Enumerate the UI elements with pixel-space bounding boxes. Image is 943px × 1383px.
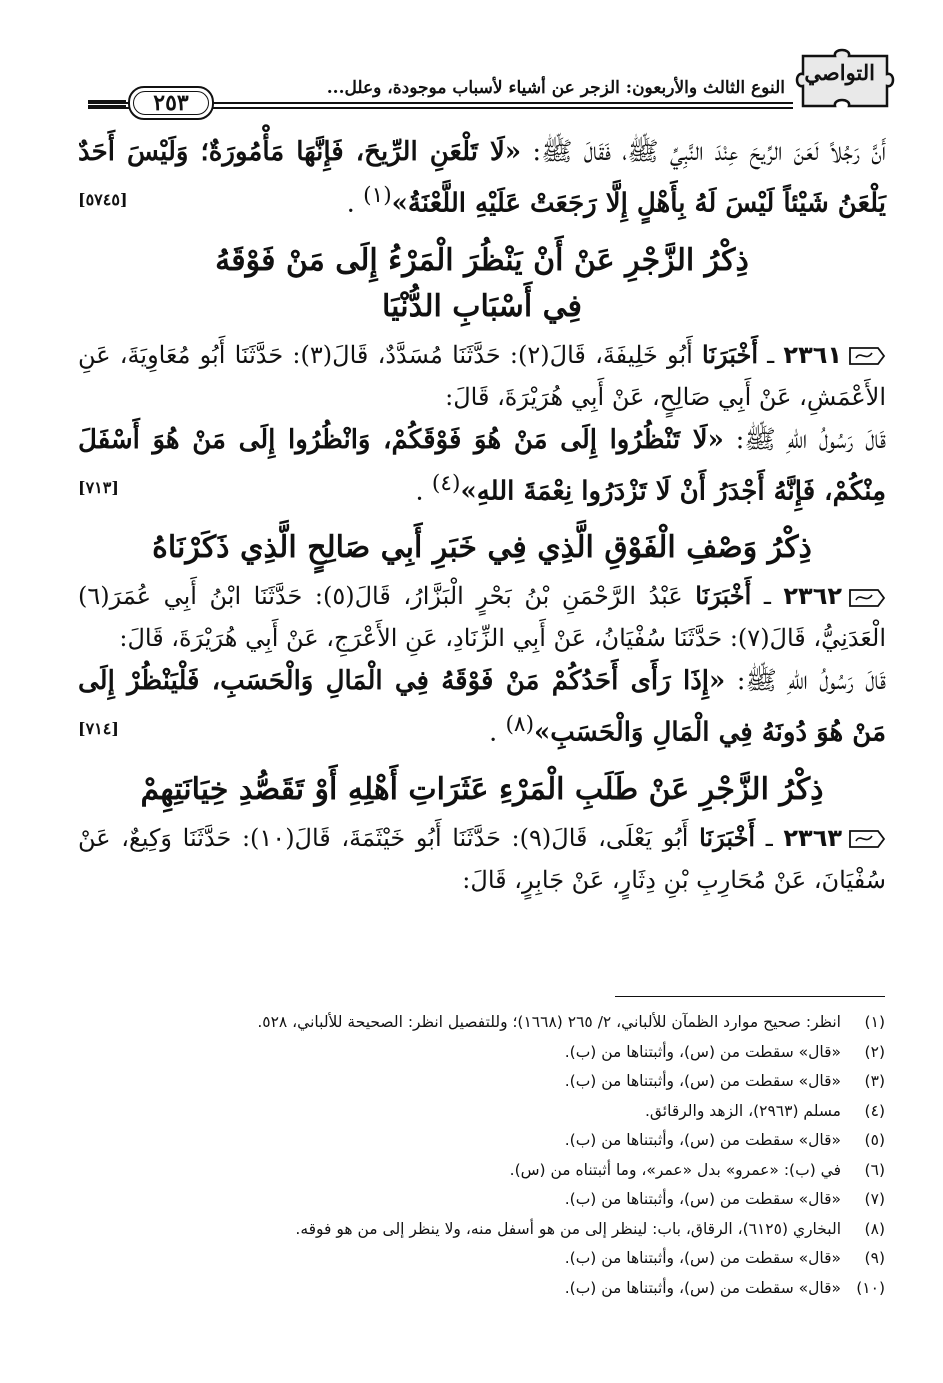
footnote [85, 1156, 885, 1186]
chapter-title: النوع الثالث والأربعون: الزجر عن أشياء لأسباب موجودة، وعلل... [326, 78, 785, 98]
section-heading-1 [78, 238, 886, 330]
footnote [85, 1244, 885, 1274]
page-body [78, 130, 886, 901]
hadith-lead: قَالَ رَسُولُ اللهِ ﷺ: [725, 666, 886, 697]
footnote-marker: (٤) [431, 470, 461, 496]
footnote-number: (١٠) [856, 1278, 885, 1297]
akhbarana: أَخْبَرَنَا [695, 581, 752, 611]
footnote-text: «قال» سقطت من (س)، وأثبتناها من (ب). [564, 1249, 841, 1267]
footnote-text: «قال» سقطت من (س)، وأثبتناها من (ب). [564, 1072, 841, 1090]
footnote-marker: (١) [363, 183, 392, 208]
hadith-matn [78, 659, 886, 755]
section-heading-2: ذِكْرُ وَصْفِ الْفَوْقِ الَّذِي فِي خَبَرِ أَبِي صَالِحٍ الَّذِي ذَكَرْنَاهُ [152, 530, 812, 566]
section-heading-line: ذِكْرُ الزَّجْرِ عَنْ أَنْ يَنْظُرَ الْمَرْءُ إِلَى مَنْ فَوْقَهُ [215, 242, 749, 278]
hadith-lead: قَالَ رَسُولُ اللهِ ﷺ: [723, 424, 886, 455]
footnote [85, 1274, 885, 1304]
footnote-number: (٤) [864, 1101, 885, 1120]
hadith-reference: [٧١٤] [78, 719, 119, 739]
hadith-lead: أَنَّ رَجُلاً لَعَنَ الرِّيحَ عِنْدَ النَّبِيِّ ﷺ، فَقَالَ ﷺ: [521, 137, 886, 167]
footnote [85, 1067, 885, 1097]
hadith-entry-2362: ٢٣٦٢ ـ أَخْبَرَنَا عَبْدُ الرَّحْمَنِ بْنُ بَحْرٍ الْبَزَّارُ، قَالَ(٥): حَدَّثَنَا ابْنُ أَبِي عُمَرَ(٦) الْعَدَنِيُّ، قَالَ(٧): حَدَّثَنَا سُفْيَانُ، عَنْ أَبِي الزِّنَادِ، عَنِ الأَعْرَجِ، عَنْ أَبِي هُرَيْرَةَ، قَالَ: [78, 581, 886, 653]
footnote-text: مسلم (٢٩٦٣)، الزهد والرقائق. [644, 1101, 841, 1120]
footnote-number: (٣) [864, 1072, 885, 1090]
punctuation: . [415, 476, 432, 507]
footnote-text: في (ب): «عمرو» بدل «عمر»، وما أثبتناه من (س). [509, 1160, 841, 1179]
punctuation: . [488, 717, 506, 748]
hadith-number: ٢٣٦١ [783, 340, 843, 369]
series-label: التواصي [804, 60, 875, 85]
footnote [85, 1215, 885, 1245]
footnote-text: انظر: صحيح موارد الظمآن للألباني، ٢/ ٢٦٥ (١٦٦٨)؛ وللتفصيل انظر: الصحيحة للألباني، ٥٢٨. [257, 1013, 841, 1031]
hadith-entry-2363: ٢٣٦٣ ـ أَخْبَرَنَا أَبُو يَعْلَى، قَالَ(٩): حَدَّثَنَا أَبُو خَيْثَمَةَ، قَالَ(١٠): حَدَّثَنَا وَكِيعٌ، عَنْ سُفْيَانَ، عَنْ مُحَارِبِ بْنِ دِثَارٍ، عَنْ جَابِرٍ، قَالَ: [78, 822, 886, 894]
footnote-number: (٧) [864, 1190, 885, 1208]
hadith-reference: [٧١٣] [78, 477, 119, 497]
footnote-number: (٥) [864, 1131, 885, 1149]
footnote-text: البخاري (٦١٢٥)، الرقاق، باب: لينظر إلى من هو أسفل منه، ولا ينظر إلى من هو فوقه. [295, 1219, 841, 1238]
hadith-marker-icon [848, 344, 886, 368]
footnote-text: «قال» سقطت من (س)، وأثبتناها من (ب). [564, 1278, 841, 1297]
footnote [85, 1185, 885, 1215]
paragraph-continued [78, 130, 886, 226]
isnad: أَبُو يَعْلَى، قَالَ(٩): حَدَّثَنَا أَبُو خَيْثَمَةَ، قَالَ(١٠): حَدَّثَنَا وَكِيعٌ، عَنْ سُفْيَانَ، عَنْ مُحَارِبِ بْنِ دِثَارٍ، عَنْ جَابِرٍ، قَالَ: [78, 823, 886, 894]
footnote-number: (٨) [864, 1219, 885, 1238]
page-number: ٢٥٣ [128, 86, 214, 120]
footnotes [85, 1008, 885, 1303]
footnote-separator [615, 996, 885, 997]
footnote-number: (٩) [864, 1249, 885, 1267]
punctuation: . [346, 188, 364, 219]
header-rule-left [88, 100, 126, 107]
hadith-marker-icon [848, 827, 886, 851]
footnote [85, 1097, 885, 1127]
hadith-marker-icon [848, 586, 886, 610]
isnad: أَبُو خَلِيفَةَ، قَالَ(٢): حَدَّثَنَا مُسَدَّدٌ، قَالَ(٣): حَدَّثَنَا أَبُو مُعَاوِيَةَ، عَنِ الأَعْمَشِ، عَنْ أَبِي صَالِحٍ، عَنْ أَبِي هُرَيْرَةَ، قَالَ: [78, 340, 886, 411]
hadith-reference: [٥٧٤٥] [78, 190, 128, 209]
footnote-number: (١) [864, 1013, 885, 1031]
section-heading-line: فِي أَسْبَابِ الدُّنْيَا [382, 288, 582, 324]
hadith-number: ٢٣٦٢ [783, 582, 842, 611]
hadith-matn [78, 418, 886, 514]
akhbarana: أَخْبَرَنَا [702, 339, 758, 369]
hadith-text: «إِذَا رَأَى أَحَدُكُمْ مَنْ فَوْقَهُ فِي الْمَالِ وَالْحَسَبِ، فَلْيَنْظُرْ إِلَى مَنْ هُوَ دُونَهُ فِي الْمَالِ وَالْحَسَبِ» [78, 666, 886, 748]
footnote-text: «قال» سقطت من (س)، وأثبتناها من (ب). [564, 1042, 841, 1061]
hadith-text: «لَا تَنْظُرُوا إِلَى مَنْ هُوَ فَوْقَكُمْ، وَانْظُرُوا إِلَى مَنْ هُوَ أَسْفَلَ مِنْكُمْ، فَإِنَّهُ أَجْدَرُ أَنْ لَا تَزْدَرُوا نِعْمَةَ اللهِ» [78, 424, 886, 507]
akhbarana: أَخْبَرَنَا [699, 822, 756, 852]
footnote-number: (٦) [864, 1160, 885, 1179]
footnote-number: (٢) [864, 1042, 885, 1061]
footnote [85, 1008, 885, 1038]
section-heading-3: ذِكْرُ الزَّجْرِ عَنْ طَلَبِ الْمَرْءِ عَثَرَاتِ أَهْلِهِ أَوْ تَقَصُّدِ خِيَانَتِهِمْ [140, 771, 824, 807]
footnote-text: «قال» سقطت من (س)، وأثبتناها من (ب). [564, 1190, 841, 1208]
footnote-marker: (٨) [505, 712, 535, 738]
page-header [88, 40, 893, 120]
hadith-entry-2361: ٢٣٦١ ـ أَخْبَرَنَا أَبُو خَلِيفَةَ، قَالَ(٢): حَدَّثَنَا مُسَدَّدٌ، قَالَ(٣): حَدَّثَنَا أَبُو مُعَاوِيَةَ، عَنِ الأَعْمَشِ، عَنْ أَبِي صَالِحٍ، عَنْ أَبِي هُرَيْرَةَ، قَالَ: [78, 339, 886, 411]
footnote [85, 1038, 885, 1068]
hadith-number: ٢٣٦٣ [783, 823, 842, 852]
footnote-text: «قال» سقطت من (س)، وأثبتناها من (ب). [564, 1131, 841, 1149]
hadith-text: «لَا تَلْعَنِ الرِّيحَ، فَإِنَّهَا مَأْمُورَةٌ؛ وَلَيْسَ أَحَدٌ يَلْعَنُ شَيْئاً لَيْسَ لَهُ بِأَهْلٍ إِلَّا رَجَعَتْ عَلَيْهِ اللَّعْنَةُ» [78, 137, 886, 219]
footnote [85, 1126, 885, 1156]
isnad: عَبْدُ الرَّحْمَنِ بْنُ بَحْرٍ الْبَزَّارُ، قَالَ(٥): حَدَّثَنَا ابْنُ أَبِي عُمَرَ(٦) الْعَدَنِيُّ، قَالَ(٧): حَدَّثَنَا سُفْيَانُ، عَنْ أَبِي الزِّنَادِ، عَنِ الأَعْرَجِ، عَنْ أَبِي هُرَيْرَةَ، قَالَ: [78, 582, 886, 653]
